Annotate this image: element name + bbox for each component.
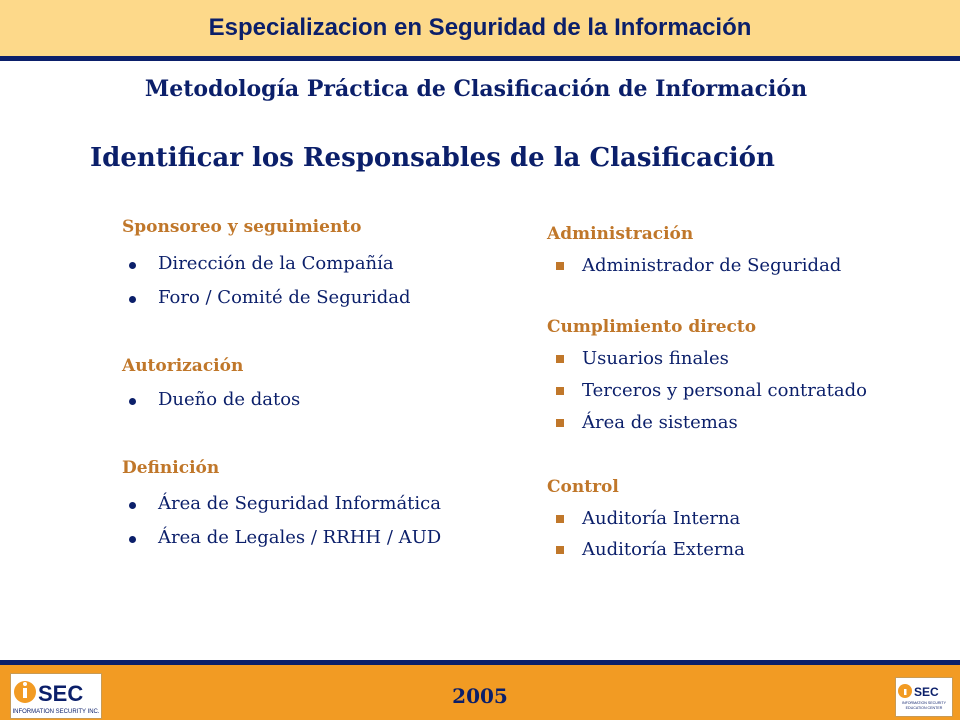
list-item: Dirección de la Compañía <box>158 253 394 274</box>
list-item: Auditoría Externa <box>582 539 745 560</box>
section-heading-administracion: Administración <box>547 224 694 244</box>
list-item: Administrador de Seguridad <box>582 255 842 276</box>
square-bullet-icon <box>556 262 564 270</box>
section-heading-definicion: Definición <box>122 458 220 478</box>
list-item: Área de Seguridad Informática <box>158 493 441 514</box>
svg-text:EDUCATION CENTER: EDUCATION CENTER <box>905 706 943 710</box>
list-item: Usuarios finales <box>582 348 729 369</box>
svg-text:INFORMATION SECURITY: INFORMATION SECURITY <box>901 701 947 705</box>
list-item: Área de Legales / RRHH / AUD <box>158 527 442 548</box>
section-heading-autorizacion: Autorización <box>122 356 244 376</box>
section-heading-control: Control <box>547 477 619 497</box>
svg-text:INFORMATION SECURITY INC.: INFORMATION SECURITY INC. <box>12 709 100 715</box>
slide-title: Identificar los Responsables de la Clasificación <box>90 143 775 173</box>
square-bullet-icon <box>556 515 564 523</box>
bullet-icon <box>129 536 136 543</box>
section-heading-cumplimiento: Cumplimiento directo <box>547 317 757 337</box>
square-bullet-icon <box>556 387 564 395</box>
list-item: Auditoría Interna <box>582 508 741 529</box>
bullet-icon <box>129 262 136 269</box>
list-item: Área de sistemas <box>582 412 738 433</box>
square-bullet-icon <box>556 546 564 554</box>
header-title: Especializacion en Seguridad de la Información <box>208 14 752 41</box>
svg-text:SEC: SEC <box>914 685 939 699</box>
isec-logo-left <box>10 673 102 719</box>
isec-education-center-logo <box>895 677 953 717</box>
bullet-icon <box>129 296 136 303</box>
header-divider <box>0 56 960 61</box>
footer-year: 2005 <box>452 684 508 708</box>
bullet-icon <box>129 398 136 405</box>
svg-text:SEC: SEC <box>38 681 84 706</box>
list-item: Dueño de datos <box>158 389 301 410</box>
isec-education-logo-icon <box>896 678 952 716</box>
isec-logo-icon <box>11 674 101 718</box>
section-heading-sponsoreo: Sponsoreo y seguimiento <box>122 217 362 237</box>
list-item: Foro / Comité de Seguridad <box>158 287 411 308</box>
slide-subtitle: Metodología Práctica de Clasificación de Información <box>144 76 808 102</box>
square-bullet-icon <box>556 355 564 363</box>
square-bullet-icon <box>556 419 564 427</box>
bullet-icon <box>129 502 136 509</box>
list-item: Terceros y personal contratado <box>582 380 867 401</box>
